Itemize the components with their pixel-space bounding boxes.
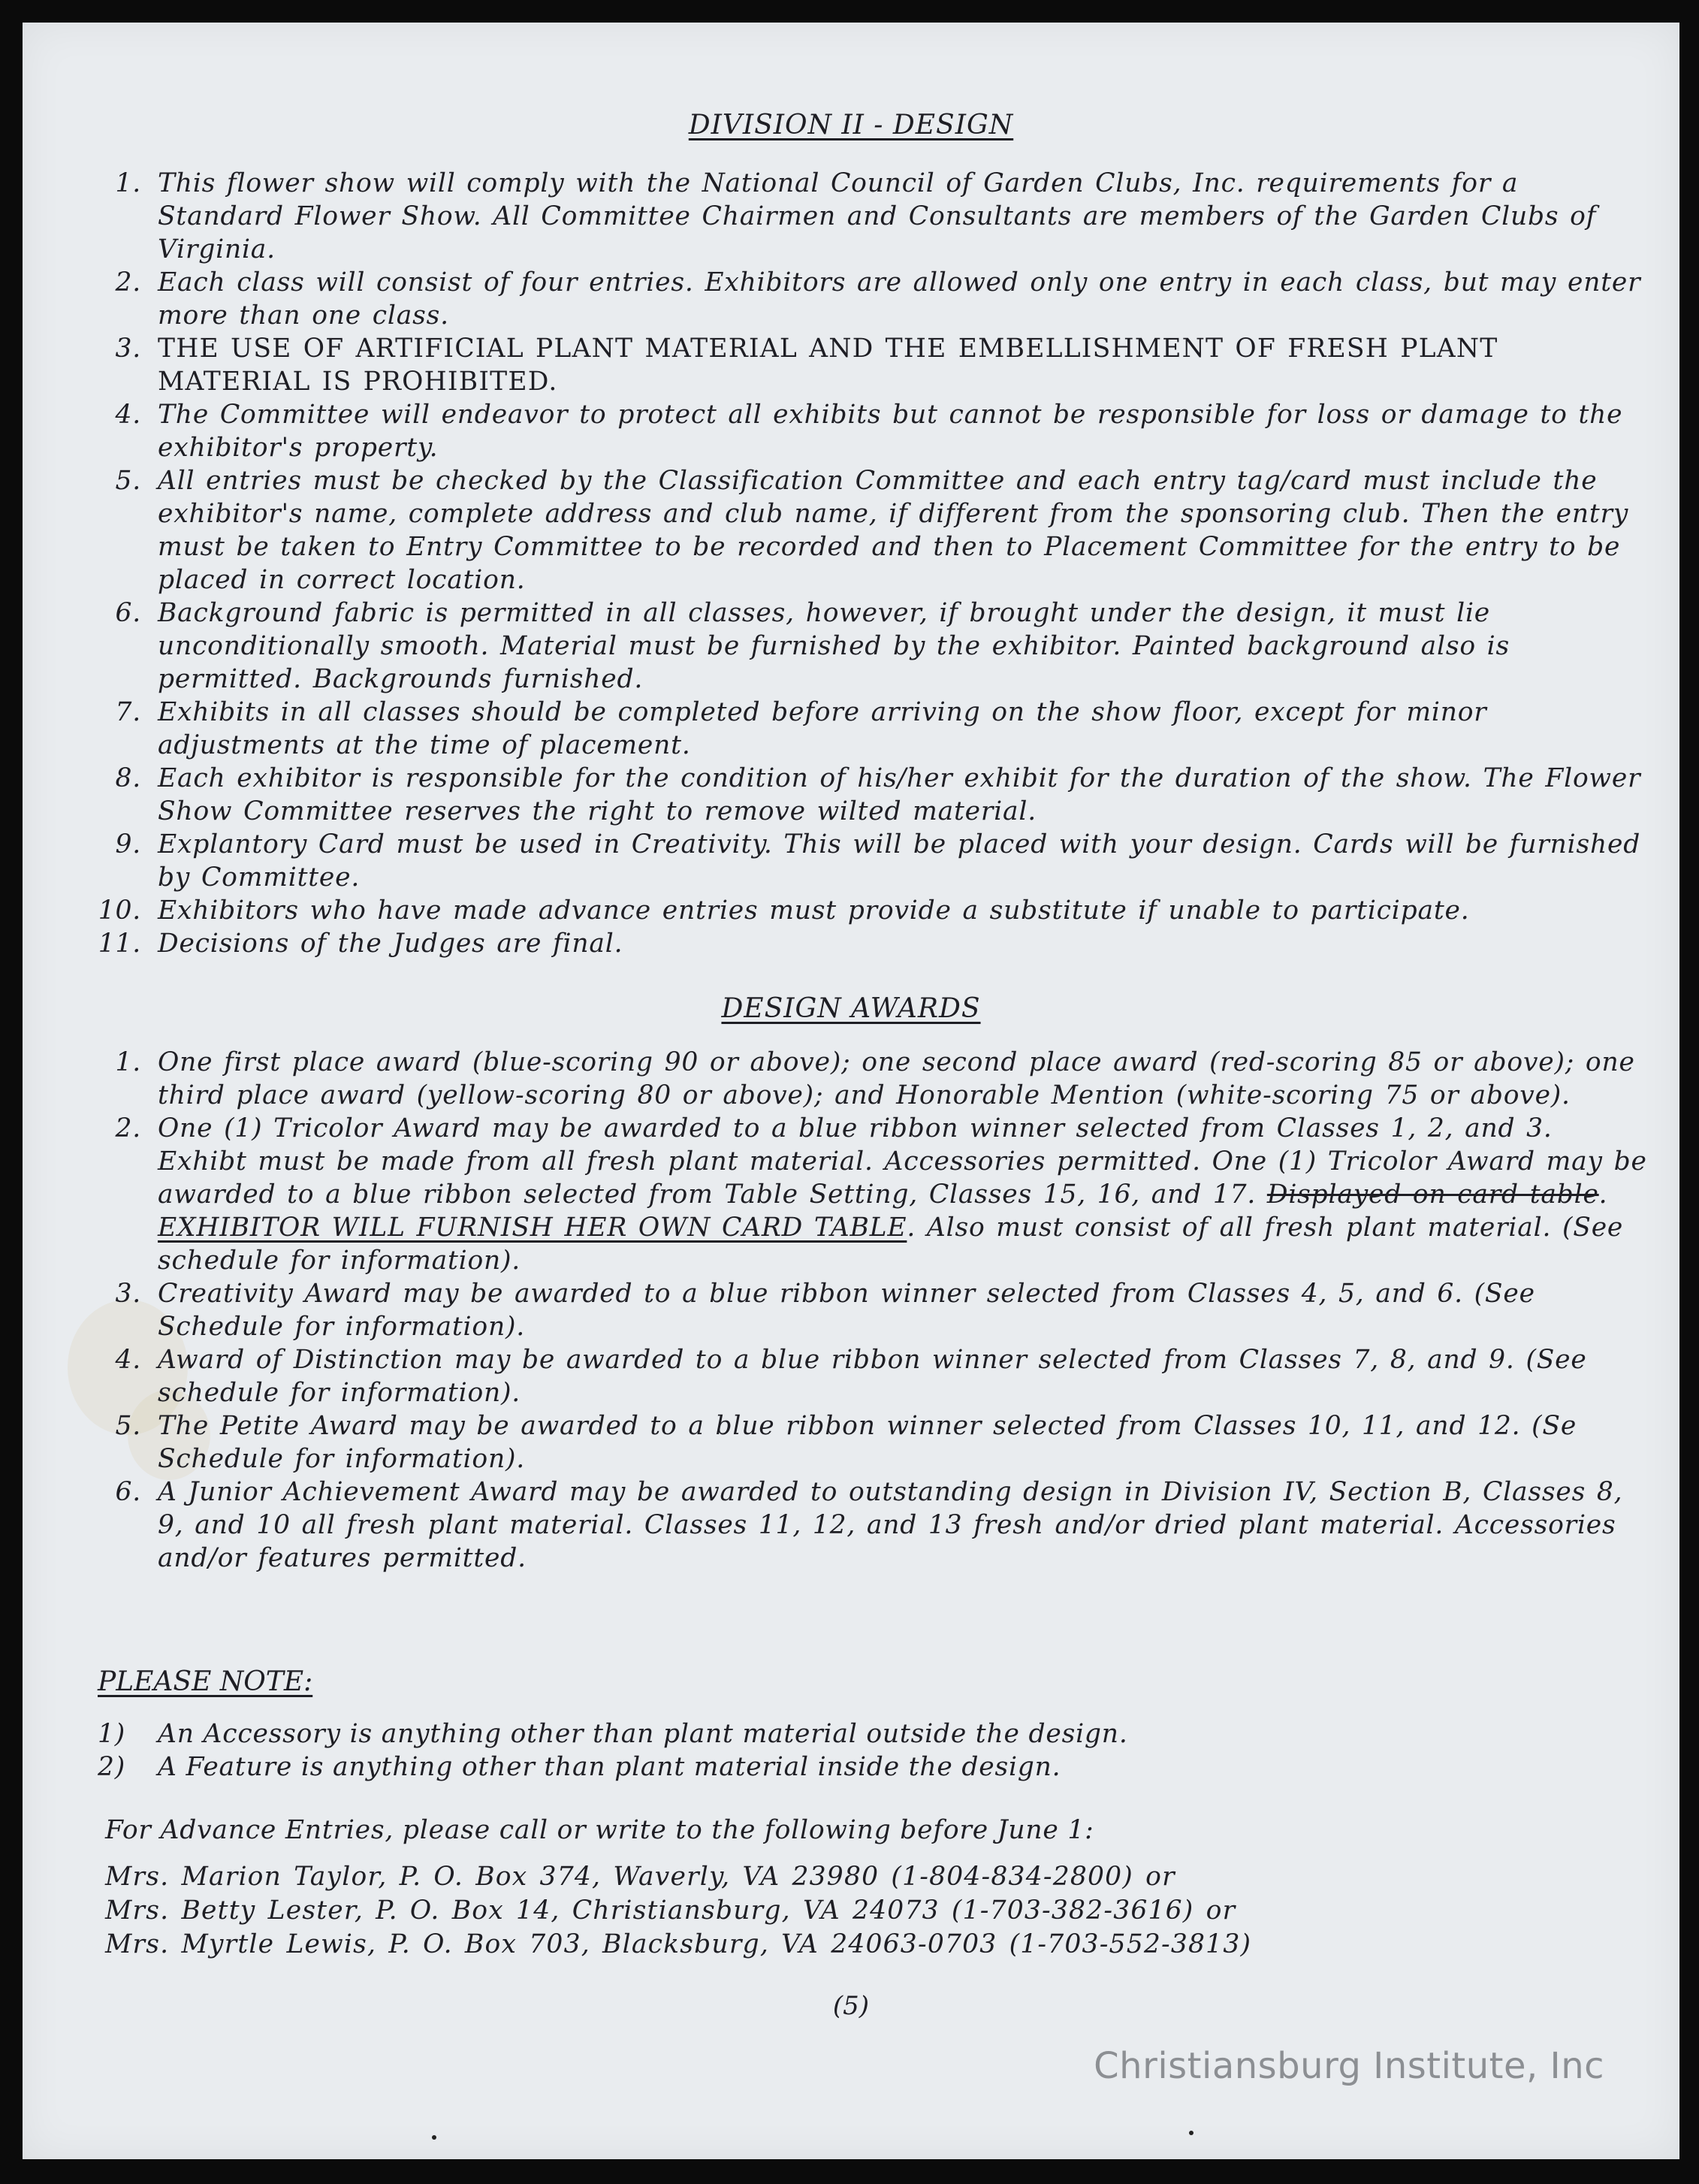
speck [432, 2135, 436, 2140]
list-item: 4. The Committee will endeavor to protect all exhibits but cannot be responsible for loss or damage to the exhibitor's property. [115, 400, 1623, 463]
list-item: 5. The Petite Award may be awarded to a blue ribbon winner selected from Classes 10, 11, and 12. (Se Schedule for information). [115, 1411, 1577, 1474]
list-item: 5. All entries must be checked by the Classification Committee and each entry tag/card must include the exhibitor's name, complete address and club name, if different from the sponsoring club. Then the entry must be taken to Entry Committee to be recorded and then to Placement Committee for the entry to be placed in correct location. [115, 466, 1629, 595]
list-item: 8. Each exhibitor is responsible for the condition of his/her exhibit for the duration of the show. The Flower Show Committee reserves the right to remove wilted material. [115, 763, 1641, 826]
contact-line: Mrs. Myrtle Lewis, P. O. Box 703, Blacksburg, VA 24063-0703 (1-703-552-3813) [105, 1929, 1252, 1959]
please-note-heading: PLEASE NOTE: [98, 1666, 313, 1697]
awards-list [83, 1046, 1649, 1575]
list-item: 7. Exhibits in all classes should be completed before arriving on the show floor, except for minor adjustments at the time of placement. [115, 697, 1487, 760]
contact-line: Mrs. Marion Taylor, P. O. Box 374, Waverly, VA 23980 (1-804-834-2800) or [105, 1862, 1175, 1892]
list-item: 2. One (1) Tricolor Award may be awarded to a blue ribbon winner selected from Classes 1, 2, and 3. Exhibt must be made from all fresh plant material. Accessories permitted. One (1) Tricolor Award may be awarded to a blue ribbon selected from Table Setting, Classes 15, 16, and 17. Displayed on card table. EXHIBITOR WILL FURNISH HER OWN CARD TABLE. Also must consist of all fresh plant material. (See schedule for information). [115, 1113, 1647, 1276]
document-page [23, 23, 1679, 2159]
rules-list [83, 167, 1649, 960]
notes-list [98, 1717, 1649, 1784]
division-heading: DIVISION II - DESIGN [688, 110, 1014, 140]
list-item: 3. Creativity Award may be awarded to a blue ribbon winner selected from Classes 4, 5, and 6. (See Schedule for information). [115, 1279, 1535, 1342]
list-item: 3. THE USE OF ARTIFICIAL PLANT MATERIAL AND THE EMBELLISHMENT OF FRESH PLANT MATERIAL IS PROHIBITED. [115, 334, 1498, 397]
list-item: 2) A Feature is anything other than plant material inside the design. [98, 1752, 1061, 1782]
contacts-list [105, 1860, 1251, 1962]
contact-line: Mrs. Betty Lester, P. O. Box 14, Christiansburg, VA 24073 (1-703-382-3616) or [105, 1896, 1236, 1926]
list-item: 4. Award of Distinction may be awarded to a blue ribbon winner selected from Classes 7, 8, and 9. (See schedule for information). [115, 1345, 1587, 1408]
page-number: (5) [832, 1991, 870, 2021]
list-item: 6. Background fabric is permitted in all classes, however, if brought under the design, it must lie unconditionally smooth. Material must be furnished by the exhibitor. Painted background also is permitted. Backgrounds furnished. [115, 598, 1510, 694]
list-item: 1. One first place award (blue-scoring 90 or above); one second place award (red-scoring 85 or above); one third place award (yellow-scoring 80 or above); and Honorable Mention (white-scoring 75 or above). [115, 1047, 1635, 1110]
list-item: 1. This flower show will comply with the National Council of Garden Clubs, Inc. requirements for a Standard Flower Show. All Committee Chairmen and Consultants are members of the Garden Clubs of Virginia. [115, 168, 1597, 264]
list-item: 10. Exhibitors who have made advance entries must provide a substitute if unable to participate. [98, 896, 1470, 926]
awards-heading: DESIGN AWARDS [721, 993, 981, 1024]
speck [1189, 2131, 1194, 2135]
list-item: 11. Decisions of the Judges are final. [98, 929, 623, 959]
list-item: 1) An Accessory is anything other than plant material outside the design. [98, 1719, 1128, 1749]
list-item: 2. Each class will consist of four entries. Exhibitors are allowed only one entry in each class, but may enter more than one class. [115, 267, 1641, 331]
list-item: 6. A Junior Achievement Award may be awarded to outstanding design in Division IV, Section B, Classes 8, 9, and 10 all fresh plant material. Classes 11, 12, and 13 fresh and/or dried plant material. Accessories and/or features permitted. [115, 1477, 1623, 1573]
struck-text: Displayed on card table [1266, 1180, 1599, 1210]
struck-text: EXHIBITOR WILL FURNISH HER OWN CARD TABLE [158, 1213, 907, 1243]
watermark: Christiansburg Institute, Inc [1094, 2045, 1604, 2087]
list-item: 9. Explantory Card must be used in Creativity. This will be placed with your design. Cards will be furnished by Committee. [115, 829, 1641, 893]
advance-entries-text: For Advance Entries, please call or write to the following before June 1: [105, 1815, 1094, 1845]
